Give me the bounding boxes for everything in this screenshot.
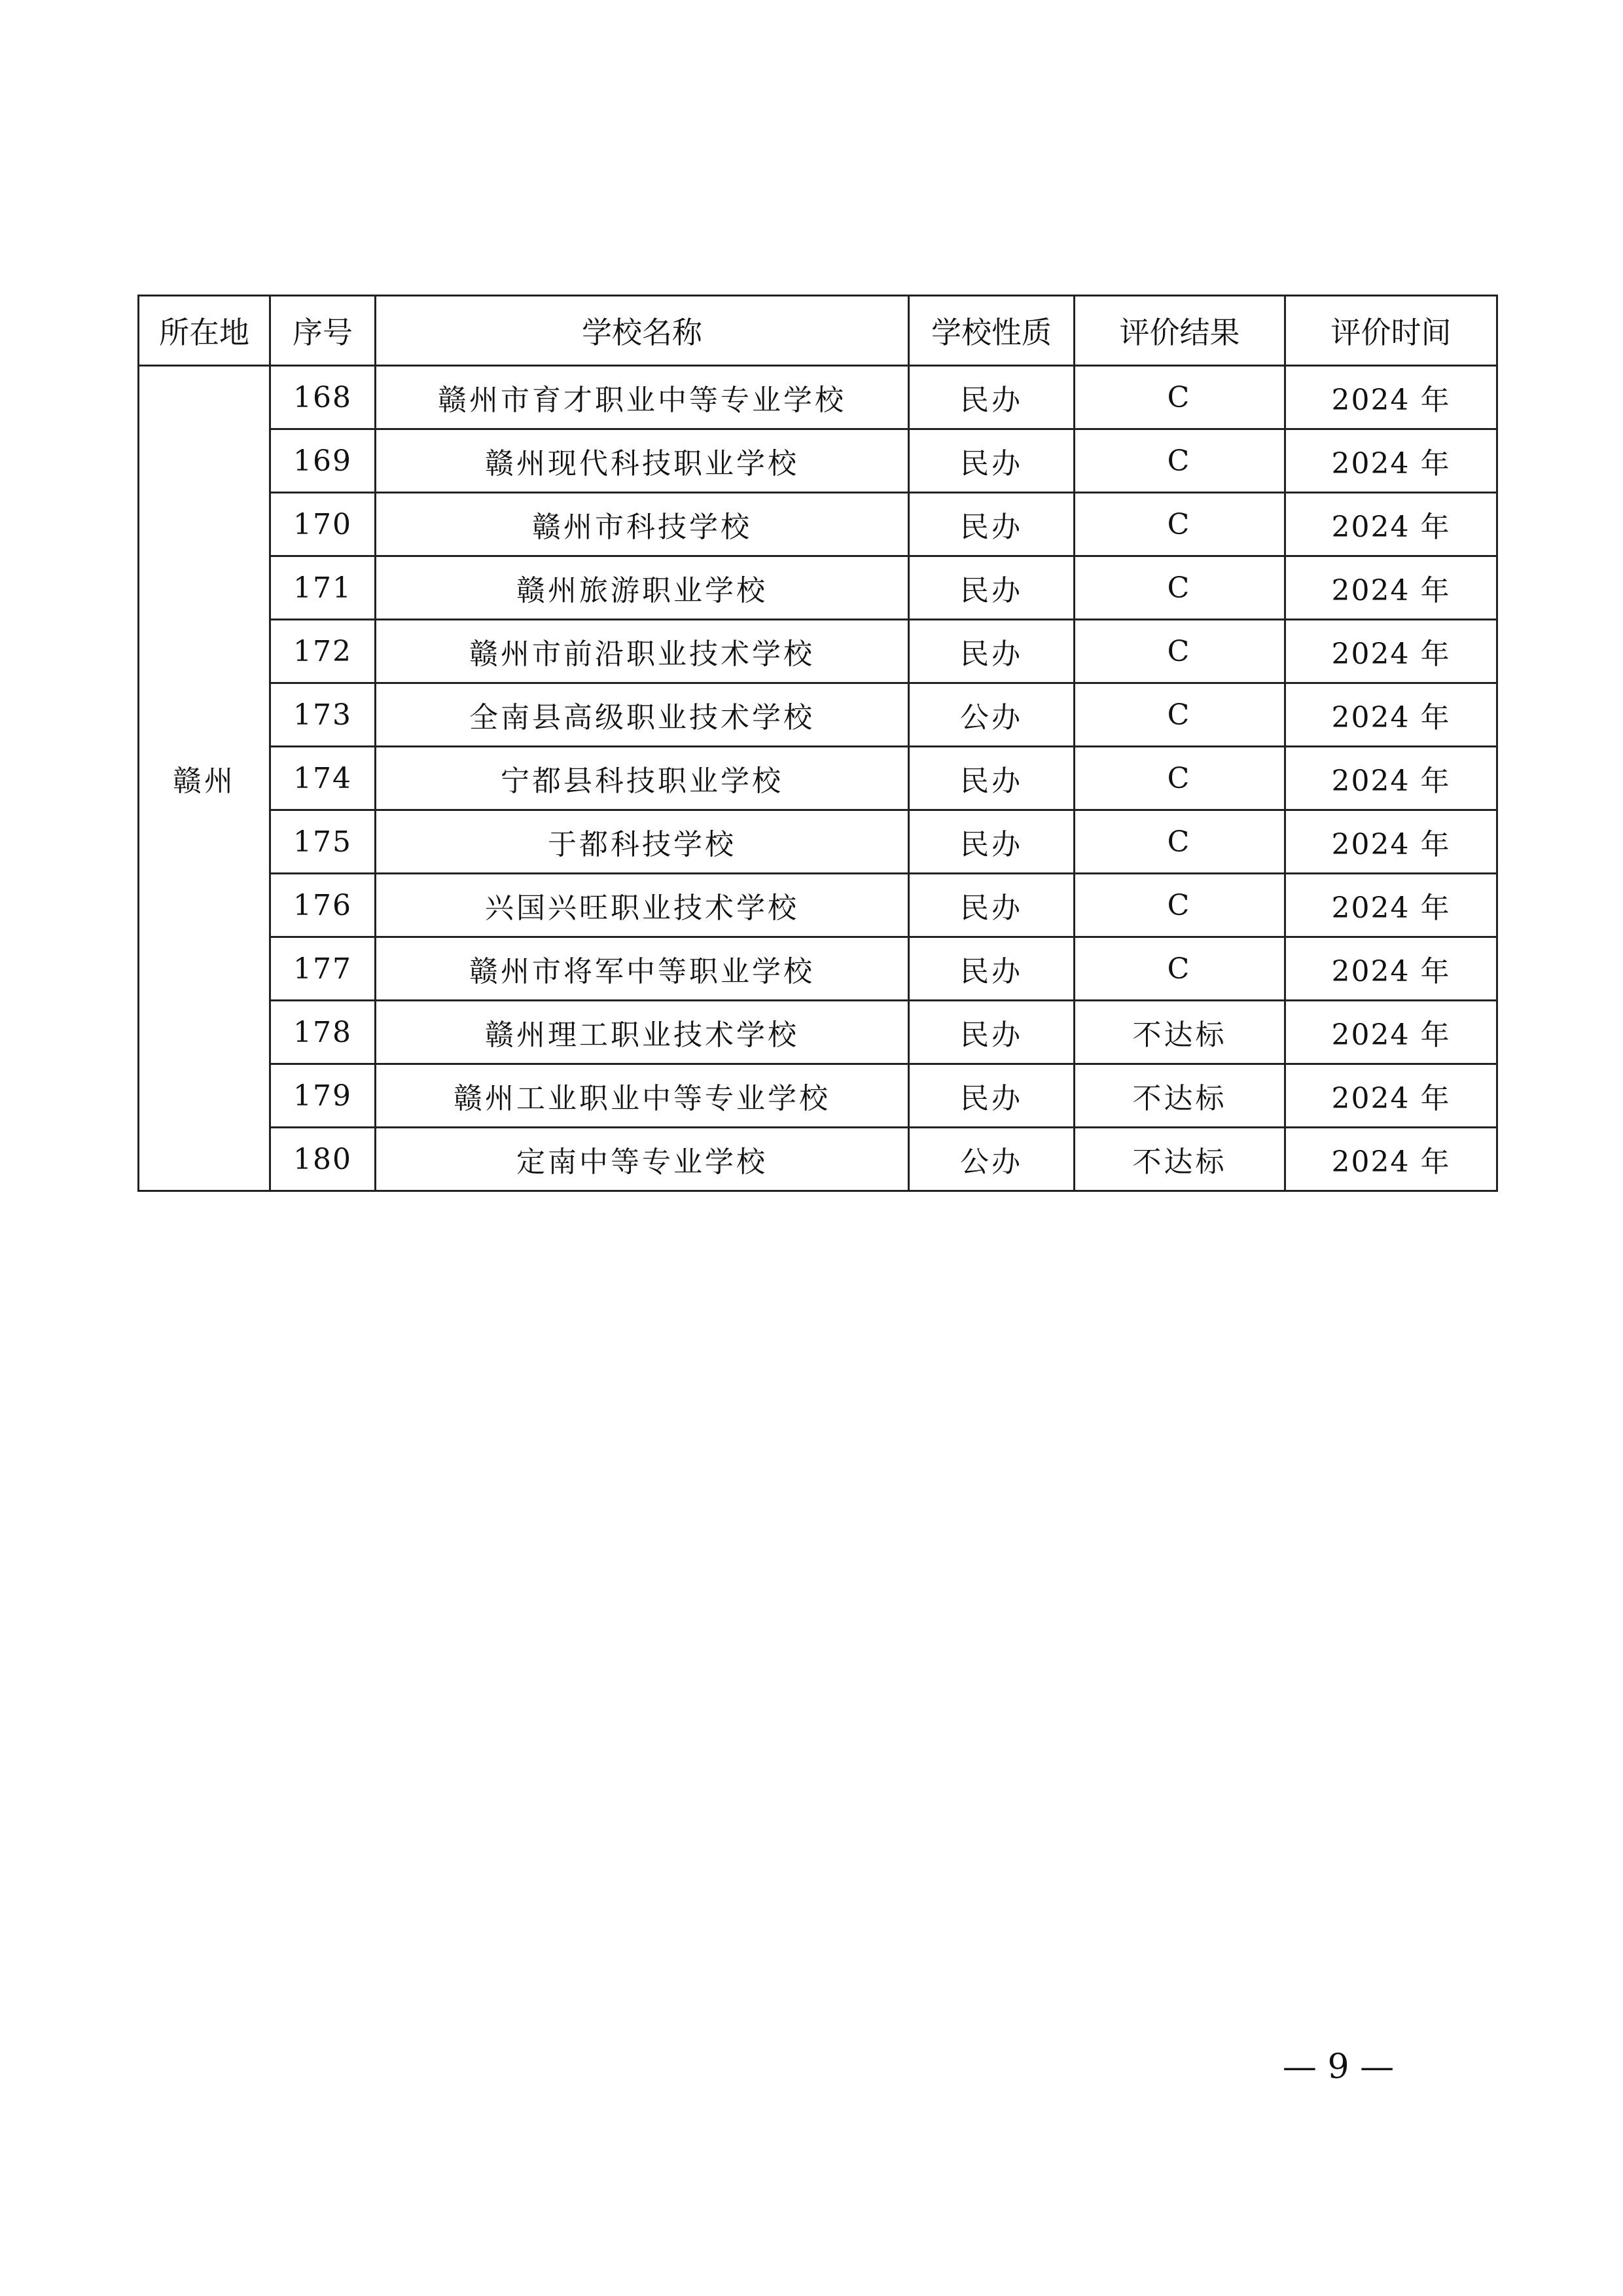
school-type-cell: 民办 [909, 874, 1075, 937]
serial-cell: 179 [270, 1064, 376, 1128]
eval-time-cell: 2024 年 [1285, 620, 1497, 683]
school-type-cell: 民办 [909, 429, 1075, 493]
school-name-cell: 赣州市育才职业中等专业学校 [376, 366, 909, 429]
eval-time-cell: 2024 年 [1285, 556, 1497, 620]
result-cell: C [1075, 493, 1285, 556]
page-number: — 9 — [1282, 2047, 1395, 2087]
school-type-cell: 民办 [909, 747, 1075, 810]
result-cell: 不达标 [1075, 1001, 1285, 1064]
table-row [139, 493, 1497, 556]
school-type-cell: 民办 [909, 366, 1075, 429]
serial-cell: 170 [270, 493, 376, 556]
school-evaluation-table [137, 295, 1498, 1192]
result-cell: C [1075, 874, 1285, 937]
serial-cell: 168 [270, 366, 376, 429]
table-body [139, 366, 1497, 1191]
eval-time-cell: 2024 年 [1285, 1064, 1497, 1128]
school-name-cell: 赣州市科技学校 [376, 493, 909, 556]
result-cell: C [1075, 429, 1285, 493]
header-result: 评价结果 [1075, 296, 1285, 366]
table-row [139, 1064, 1497, 1128]
serial-cell: 175 [270, 810, 376, 874]
table-row [139, 937, 1497, 1001]
school-type-cell: 民办 [909, 810, 1075, 874]
serial-cell: 174 [270, 747, 376, 810]
school-name-cell: 赣州旅游职业学校 [376, 556, 909, 620]
school-type-cell: 民办 [909, 620, 1075, 683]
school-name-cell: 赣州现代科技职业学校 [376, 429, 909, 493]
region-cell: 赣州 [139, 366, 270, 1191]
school-type-cell: 公办 [909, 683, 1075, 747]
table-row [139, 874, 1497, 937]
header-serial: 序号 [270, 296, 376, 366]
eval-time-cell: 2024 年 [1285, 1128, 1497, 1191]
table-row [139, 620, 1497, 683]
header-location: 所在地 [139, 296, 270, 366]
result-cell: C [1075, 556, 1285, 620]
eval-time-cell: 2024 年 [1285, 683, 1497, 747]
school-name-cell: 宁都县科技职业学校 [376, 747, 909, 810]
serial-cell: 180 [270, 1128, 376, 1191]
table-header-row [139, 296, 1497, 366]
serial-cell: 171 [270, 556, 376, 620]
result-cell: C [1075, 620, 1285, 683]
school-type-cell: 民办 [909, 556, 1075, 620]
serial-cell: 172 [270, 620, 376, 683]
eval-time-cell: 2024 年 [1285, 493, 1497, 556]
school-name-cell: 赣州工业职业中等专业学校 [376, 1064, 909, 1128]
eval-time-cell: 2024 年 [1285, 1001, 1497, 1064]
eval-time-cell: 2024 年 [1285, 429, 1497, 493]
table-row [139, 1128, 1497, 1191]
serial-cell: 173 [270, 683, 376, 747]
eval-time-cell: 2024 年 [1285, 366, 1497, 429]
header-eval-time: 评价时间 [1285, 296, 1497, 366]
serial-cell: 178 [270, 1001, 376, 1064]
table-row [139, 810, 1497, 874]
header-school-type: 学校性质 [909, 296, 1075, 366]
header-school-name: 学校名称 [376, 296, 909, 366]
serial-cell: 169 [270, 429, 376, 493]
result-cell: C [1075, 683, 1285, 747]
school-type-cell: 民办 [909, 493, 1075, 556]
school-name-cell: 赣州市将军中等职业学校 [376, 937, 909, 1001]
school-name-cell: 兴国兴旺职业技术学校 [376, 874, 909, 937]
table-row [139, 747, 1497, 810]
serial-cell: 177 [270, 937, 376, 1001]
school-type-cell: 民办 [909, 937, 1075, 1001]
result-cell: C [1075, 366, 1285, 429]
school-name-cell: 全南县高级职业技术学校 [376, 683, 909, 747]
eval-time-cell: 2024 年 [1285, 874, 1497, 937]
table-row [139, 429, 1497, 493]
result-cell: C [1075, 937, 1285, 1001]
table-row [139, 556, 1497, 620]
school-name-cell: 于都科技学校 [376, 810, 909, 874]
school-name-cell: 定南中等专业学校 [376, 1128, 909, 1191]
result-cell: C [1075, 747, 1285, 810]
result-cell: C [1075, 810, 1285, 874]
table-row [139, 683, 1497, 747]
eval-time-cell: 2024 年 [1285, 937, 1497, 1001]
eval-time-cell: 2024 年 [1285, 747, 1497, 810]
result-cell: 不达标 [1075, 1064, 1285, 1128]
result-cell: 不达标 [1075, 1128, 1285, 1191]
table-row [139, 1001, 1497, 1064]
school-type-cell: 民办 [909, 1064, 1075, 1128]
school-name-cell: 赣州市前沿职业技术学校 [376, 620, 909, 683]
serial-cell: 176 [270, 874, 376, 937]
eval-time-cell: 2024 年 [1285, 810, 1497, 874]
school-name-cell: 赣州理工职业技术学校 [376, 1001, 909, 1064]
table-row [139, 366, 1497, 429]
school-type-cell: 民办 [909, 1001, 1075, 1064]
school-type-cell: 公办 [909, 1128, 1075, 1191]
